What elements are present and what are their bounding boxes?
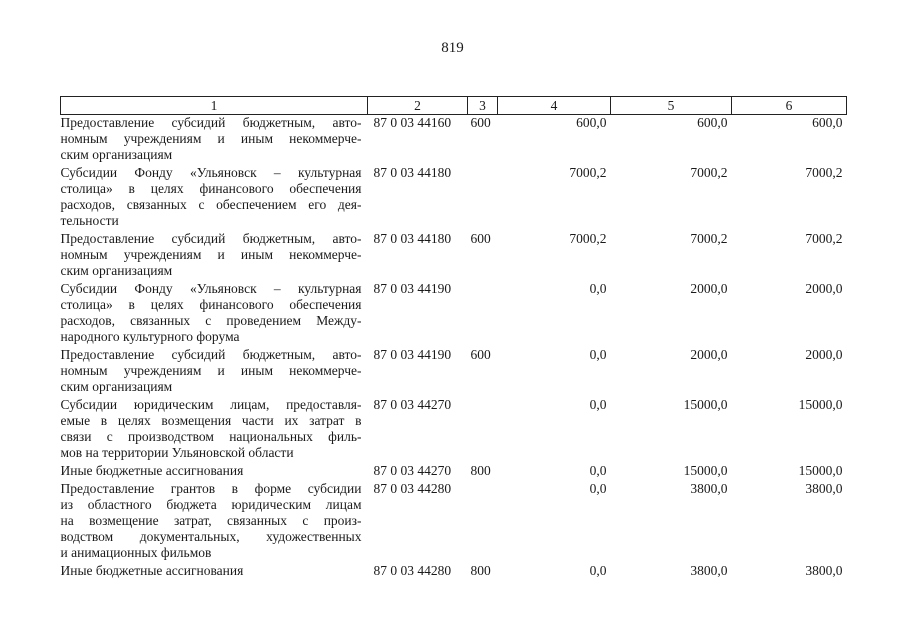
row-name-line: номным учреждениям и иным некоммерче- xyxy=(60,363,362,378)
row-name-line: номным учреждениям и иным некоммерче- xyxy=(60,131,362,146)
row-value-col4: 0,0 xyxy=(589,347,607,362)
header-col-3: 3 xyxy=(468,97,498,115)
row-name xyxy=(61,397,368,463)
row-name-line: расходов, связанных с проведением Между- xyxy=(60,313,362,328)
row-value-col5: 600,0 xyxy=(697,115,728,130)
row-code: 87 0 03 44190 xyxy=(373,281,452,296)
row-expense-type: 600 xyxy=(470,231,491,246)
row-code: 87 0 03 44270 xyxy=(373,397,452,412)
row-name-line: номным учреждениям и иным некоммерче- xyxy=(60,247,362,262)
row-name-line: расходов, связанных с обеспечением его дея- xyxy=(60,197,362,212)
row-name-line: ским организациям xyxy=(60,263,173,278)
row-name xyxy=(61,347,368,397)
row-value-col6: 3800,0 xyxy=(805,481,843,496)
row-name-line: Субсидии Фонду «Ульяновск – культурная xyxy=(60,281,362,296)
budget-table xyxy=(60,96,847,581)
row-code: 87 0 03 44190 xyxy=(373,347,452,362)
row-name-line: Предоставление субсидий бюджетным, авто- xyxy=(60,115,362,130)
row-name-line: Предоставление грантов в форме субсидии xyxy=(60,481,362,496)
row-value-col5: 3800,0 xyxy=(690,481,728,496)
header-col-6: 6 xyxy=(732,97,847,115)
row-value-col4: 0,0 xyxy=(589,397,607,412)
row-code: 87 0 03 44280 xyxy=(373,481,452,496)
row-name-line: народного культурного форума xyxy=(60,329,240,344)
row-name-line: Иные бюджетные ассигнования xyxy=(60,463,244,478)
row-code: 87 0 03 44160 xyxy=(373,115,452,130)
row-code: 87 0 03 44180 xyxy=(373,165,452,180)
row-value-col5: 7000,2 xyxy=(690,231,728,246)
row-name-line: Иные бюджетные ассигнования xyxy=(60,563,244,578)
row-name-line: столица» в целях финансового обеспечения xyxy=(60,181,362,196)
row-name xyxy=(61,165,368,231)
row-value-col4: 0,0 xyxy=(589,481,607,496)
page-number: 819 xyxy=(441,40,464,56)
table-body xyxy=(61,115,847,582)
row-expense-type xyxy=(468,281,498,347)
row-name xyxy=(61,563,368,581)
row-name-line: Предоставление субсидий бюджетным, авто- xyxy=(60,231,362,246)
row-name xyxy=(61,481,368,563)
row-name-line: Субсидии Фонду «Ульяновск – культурная xyxy=(60,165,362,180)
row-expense-type: 800 xyxy=(470,563,491,578)
table-row xyxy=(61,165,847,231)
row-expense-type: 600 xyxy=(470,115,491,130)
header-row xyxy=(61,97,847,115)
row-value-col5: 15000,0 xyxy=(683,397,728,412)
row-value-col6: 3800,0 xyxy=(805,563,843,578)
row-name xyxy=(61,281,368,347)
row-value-col5: 2000,0 xyxy=(690,281,728,296)
table-row xyxy=(61,115,847,166)
row-expense-type xyxy=(468,397,498,463)
row-code: 87 0 03 44270 xyxy=(373,463,452,478)
row-name-line: и анимационных фильмов xyxy=(60,545,212,560)
row-code: 87 0 03 44180 xyxy=(373,231,452,246)
table-row xyxy=(61,463,847,481)
row-name-line: Субсидии юридическим лицам, предоставля- xyxy=(60,397,362,412)
header-col-1: 1 xyxy=(61,97,368,115)
table-row xyxy=(61,281,847,347)
table-row xyxy=(61,397,847,463)
row-value-col6: 2000,0 xyxy=(805,347,843,362)
row-name xyxy=(61,115,368,166)
table-row xyxy=(61,347,847,397)
row-expense-type: 600 xyxy=(470,347,491,362)
row-value-col5: 3800,0 xyxy=(690,563,728,578)
table-row xyxy=(61,563,847,581)
row-value-col4: 0,0 xyxy=(589,563,607,578)
table-row xyxy=(61,481,847,563)
row-name-line: ским организациям xyxy=(60,379,173,394)
row-value-col6: 7000,2 xyxy=(805,165,843,180)
header-col-5: 5 xyxy=(611,97,732,115)
row-name-line: мов на территории Ульяновской области xyxy=(60,445,294,460)
row-name-line: емые в целях возмещения части их затрат в xyxy=(60,413,362,428)
row-expense-type xyxy=(468,481,498,563)
row-value-col4: 7000,2 xyxy=(569,165,607,180)
row-expense-type xyxy=(468,165,498,231)
row-name-line: на возмещение затрат, связанных с произ- xyxy=(60,513,362,528)
header-col-2: 2 xyxy=(368,97,468,115)
row-expense-type: 800 xyxy=(470,463,491,478)
row-value-col5: 7000,2 xyxy=(690,165,728,180)
row-name xyxy=(61,231,368,281)
row-name-line: водством документальных, художественных xyxy=(60,529,362,544)
row-value-col6: 7000,2 xyxy=(805,231,843,246)
row-value-col6: 600,0 xyxy=(812,115,843,130)
row-name-line: столица» в целях финансового обеспечения xyxy=(60,297,362,312)
row-name xyxy=(61,463,368,481)
row-value-col6: 2000,0 xyxy=(805,281,843,296)
row-value-col4: 7000,2 xyxy=(569,231,607,246)
row-value-col5: 2000,0 xyxy=(690,347,728,362)
row-name-line: из областного бюджета юридическим лицам xyxy=(60,497,362,512)
row-value-col4: 0,0 xyxy=(589,281,607,296)
row-code: 87 0 03 44280 xyxy=(373,563,452,578)
row-name-line: ским организациям xyxy=(60,147,173,162)
header-col-4: 4 xyxy=(498,97,611,115)
table-row xyxy=(61,231,847,281)
row-value-col6: 15000,0 xyxy=(798,463,843,478)
row-value-col5: 15000,0 xyxy=(683,463,728,478)
row-name-line: связи с производством национальных филь- xyxy=(60,429,362,444)
row-value-col6: 15000,0 xyxy=(798,397,843,412)
row-name-line: Предоставление субсидий бюджетным, авто- xyxy=(60,347,362,362)
row-value-col4: 0,0 xyxy=(589,463,607,478)
row-name-line: тельности xyxy=(60,213,119,228)
row-value-col4: 600,0 xyxy=(576,115,607,130)
